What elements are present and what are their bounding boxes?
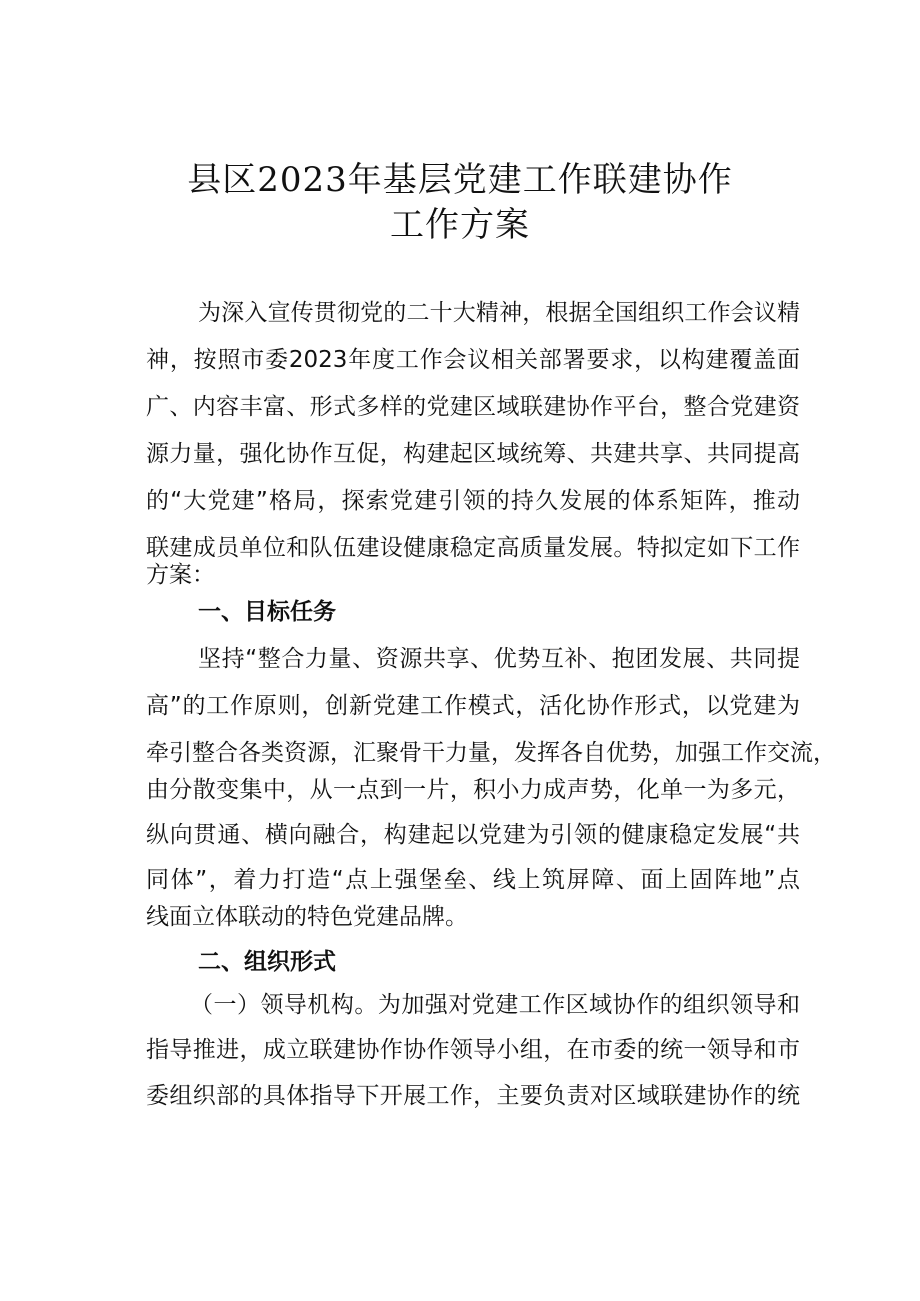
goals-line-3: 牵引整合各类资源，汇聚骨干力量，发挥各自优势，加强工作交流， <box>146 740 836 766</box>
intro-line-4: 源力量，强化协作互促，构建起区域统筹、共建共享、共同提高 <box>146 441 800 467</box>
section-heading-goals: 一、目标任务 <box>198 599 336 625</box>
section-heading-organization: 二、组织形式 <box>198 949 336 975</box>
organization-line-2: 指导推进，成立联建协作协作领导小组，在市委的统一领导和市 <box>146 1037 800 1063</box>
intro-line-2: 神，按照市委2023年度工作会议相关部署要求，以构建覆盖面 <box>146 347 800 373</box>
intro-line-5: 的“大党建”格局，探索党建引领的持久发展的体系矩阵，推动 <box>146 488 800 514</box>
goals-line-4: 由分散变集中，从一点到一片，积小力成声势，化单一为多元， <box>146 777 800 803</box>
goals-line-7: 线面立体联动的特色党建品牌。 <box>146 904 468 930</box>
goals-line-1: 坚持“整合力量、资源共享、优势互补、抱团发展、共同提 <box>198 646 800 672</box>
goals-line-2: 高”的工作原则，创新党建工作模式，活化协作形式，以党建为 <box>146 693 800 719</box>
organization-line-1: （一）领导机构。为加强对党建工作区域协作的组织领导和 <box>190 992 800 1018</box>
document-title-line-1: 县区2023年基层党建工作联建协作 <box>187 160 733 200</box>
goals-line-5: 纵向贯通、横向融合，构建起以党建为引领的健康稳定发展“共 <box>146 822 800 848</box>
goals-line-6: 同体”，着力打造“点上强堡垒、线上筑屏障、面上固阵地”点 <box>146 867 800 893</box>
organization-line-3: 委组织部的具体指导下开展工作，主要负责对区域联建协作的统 <box>146 1083 800 1109</box>
intro-line-3: 广、内容丰富、形式多样的党建区域联建协作平台，整合党建资 <box>146 394 800 420</box>
intro-line-7: 方案： <box>146 562 215 588</box>
document-title-line-2: 工作方案 <box>390 205 530 245</box>
intro-line-6: 联建成员单位和队伍建设健康稳定高质量发展。特拟定如下工作 <box>146 535 800 561</box>
intro-line-1: 为深入宣传贯彻党的二十大精神，根据全国组织工作会议精 <box>198 300 800 326</box>
